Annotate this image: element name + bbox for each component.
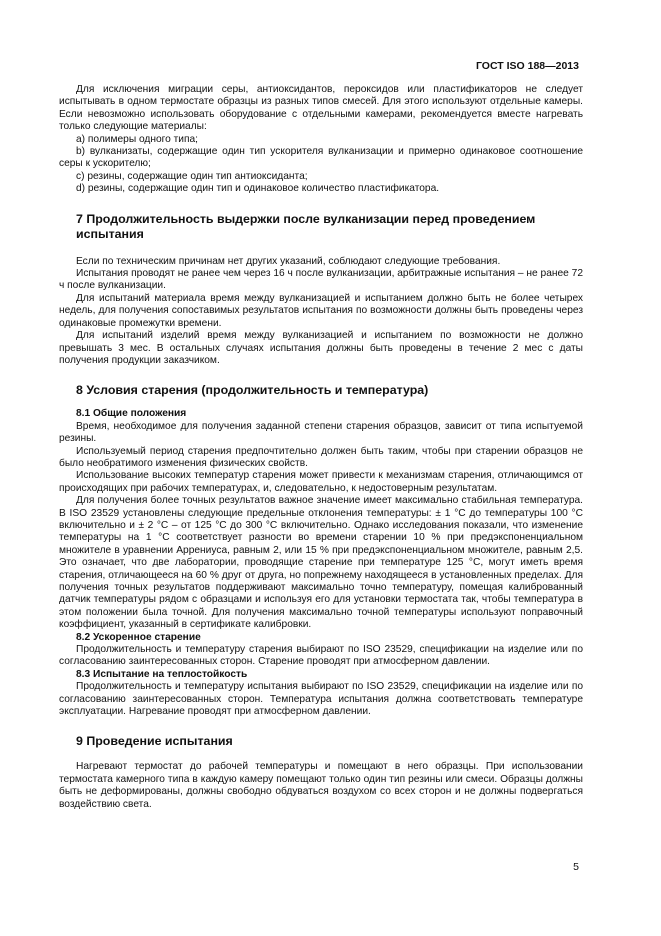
page-content (59, 84, 583, 811)
s9-paragraph-1: Нагревают термостат до рабочей температуры и помещают в него образцы. При использовании термостата камерного типа в каждую камеру помещают только один тип резины или смеси. Образцы должны быть не деформированы, должны свободно обдуваться воздухом со всех сторон и не должны подвергаться воздействию света. (59, 761, 583, 810)
section-7-title: 7 Продолжительность выдержки после вулканизации перед проведением испытания (76, 211, 536, 241)
page-number: 5 (573, 861, 579, 873)
section-9-title: 9 Проведение испытания (76, 734, 233, 749)
intro-paragraph: Для исключения миграции серы, антиоксидантов, пероксидов или пластификаторов не следует испытывать в одном термостате образцы из разных типов смесей. Для этого используют отдельные камеры. Если невозможно использовать оборудование с отдельными камерами, рекомендуется вместе нагревать только следующие материалы: (59, 84, 583, 133)
subsection-8-3-title: 8.3 Испытание на теплостойкость (76, 668, 248, 680)
s8-paragraph-2: Используемый период старения предпочтительно должен быть таким, чтобы при старении образцов не было необратимого изменения физических свойств. (59, 445, 583, 469)
subsection-8-2-title: 8.2 Ускоренное старение (76, 631, 201, 643)
s8-paragraph-5: Продолжительность и температуру старения выбирают по ISO 23529, спецификации на изделие или по согласованию заинтересованных сторон. Старение проводят при атмосферном давлении. (59, 644, 583, 668)
standard-header: ГОСТ ISO 188—2013 (475, 60, 579, 72)
s8-paragraph-1: Время, необходимое для получения заданной степени старения образцов, зависит от типа испытуемой резины. (59, 420, 583, 445)
list-item-b: b) вулканизаты, содержащие один тип ускорителя вулканизации и примерно одинаковое соотношение серы к ускорителю; (59, 146, 583, 170)
s7-paragraph-3: Для испытаний материала время между вулканизацией и испытанием должно быть не более четырех недель, для получения сопоставимых результатов испытания по возможности должны быть проведены через одинаковые промежутки времени. (59, 292, 583, 329)
s7-paragraph-4: Для испытаний изделий время между вулканизацией и испытанием по возможности не должно превышать 3 мес. В остальных случаях испытания должны быть проведены в течение 2 мес с даты получения продукции заказчиком. (59, 330, 583, 366)
list-item-d: d) резины, содержащие один тип и одинаковое количество пластификатора. (76, 183, 440, 195)
s8-paragraph-4: Для получения более точных результатов важное значение имеет максимально стабильная температура. В ISO 23529 установлены следующие предельные отклонения температуры: ± 1 °С до температуры 100 °С включительно и ± 2 °С – от 125 °С до 300 °С включительно. Однако исследования показали, что изменение температуры на 1 °С соответствует разности во времени старении 10 % при предэкспоненциальном множителе в уравнении Аррениуса, равным 2, или 15 % при предэкспоненциальном множителе, равным 2,5. Это означает, что две лаборатории, проводящие старение при температуре 125 °С, могут иметь время старения, отличающееся на 60 % друг от друга, но попрежнему находящееся в установленных пределах. Для получения точных результатов поддерживают максимально точно температуру, помещая калиброванный датчик температуры рядом с образцами и используя его для установки термостата так, чтобы температура в этом положении была точной. Для получения максимально точной температуры используют поправочный коэффициент, указанный в сертификате калибровки. (59, 495, 583, 631)
s7-paragraph-1: Если по техническим причинам нет других указаний, соблюдают следующие требования. (76, 255, 501, 267)
list-item-c: c) резины, содержащие один тип антиоксиданта; (76, 170, 308, 182)
s7-paragraph-2: Испытания проводят не ранее чем через 16 ч после вулканизации, арбитражные испытания – не ранее 72 ч после вулканизации. (59, 268, 583, 292)
section-8-title: 8 Условия старения (продолжительность и температура) (76, 383, 429, 398)
s8-paragraph-6: Продолжительность и температуру испытания выбирают по ISO 23529, спецификации на изделие или по согласованию заинтересованных сторон. Температура испытания должна соответствовать температуре эксплуатации. Нагревание проводят при атмосферном давлении. (59, 681, 583, 718)
list-item-a: a) полимеры одного типа; (76, 133, 199, 145)
subsection-8-1-title: 8.1 Общие положения (76, 408, 187, 420)
s8-paragraph-3: Использование высоких температур старения может привести к механизмам старения, отличающимся от происходящих при рабочих температурах, и, следовательно, к недостоверным результатам. (59, 470, 583, 494)
